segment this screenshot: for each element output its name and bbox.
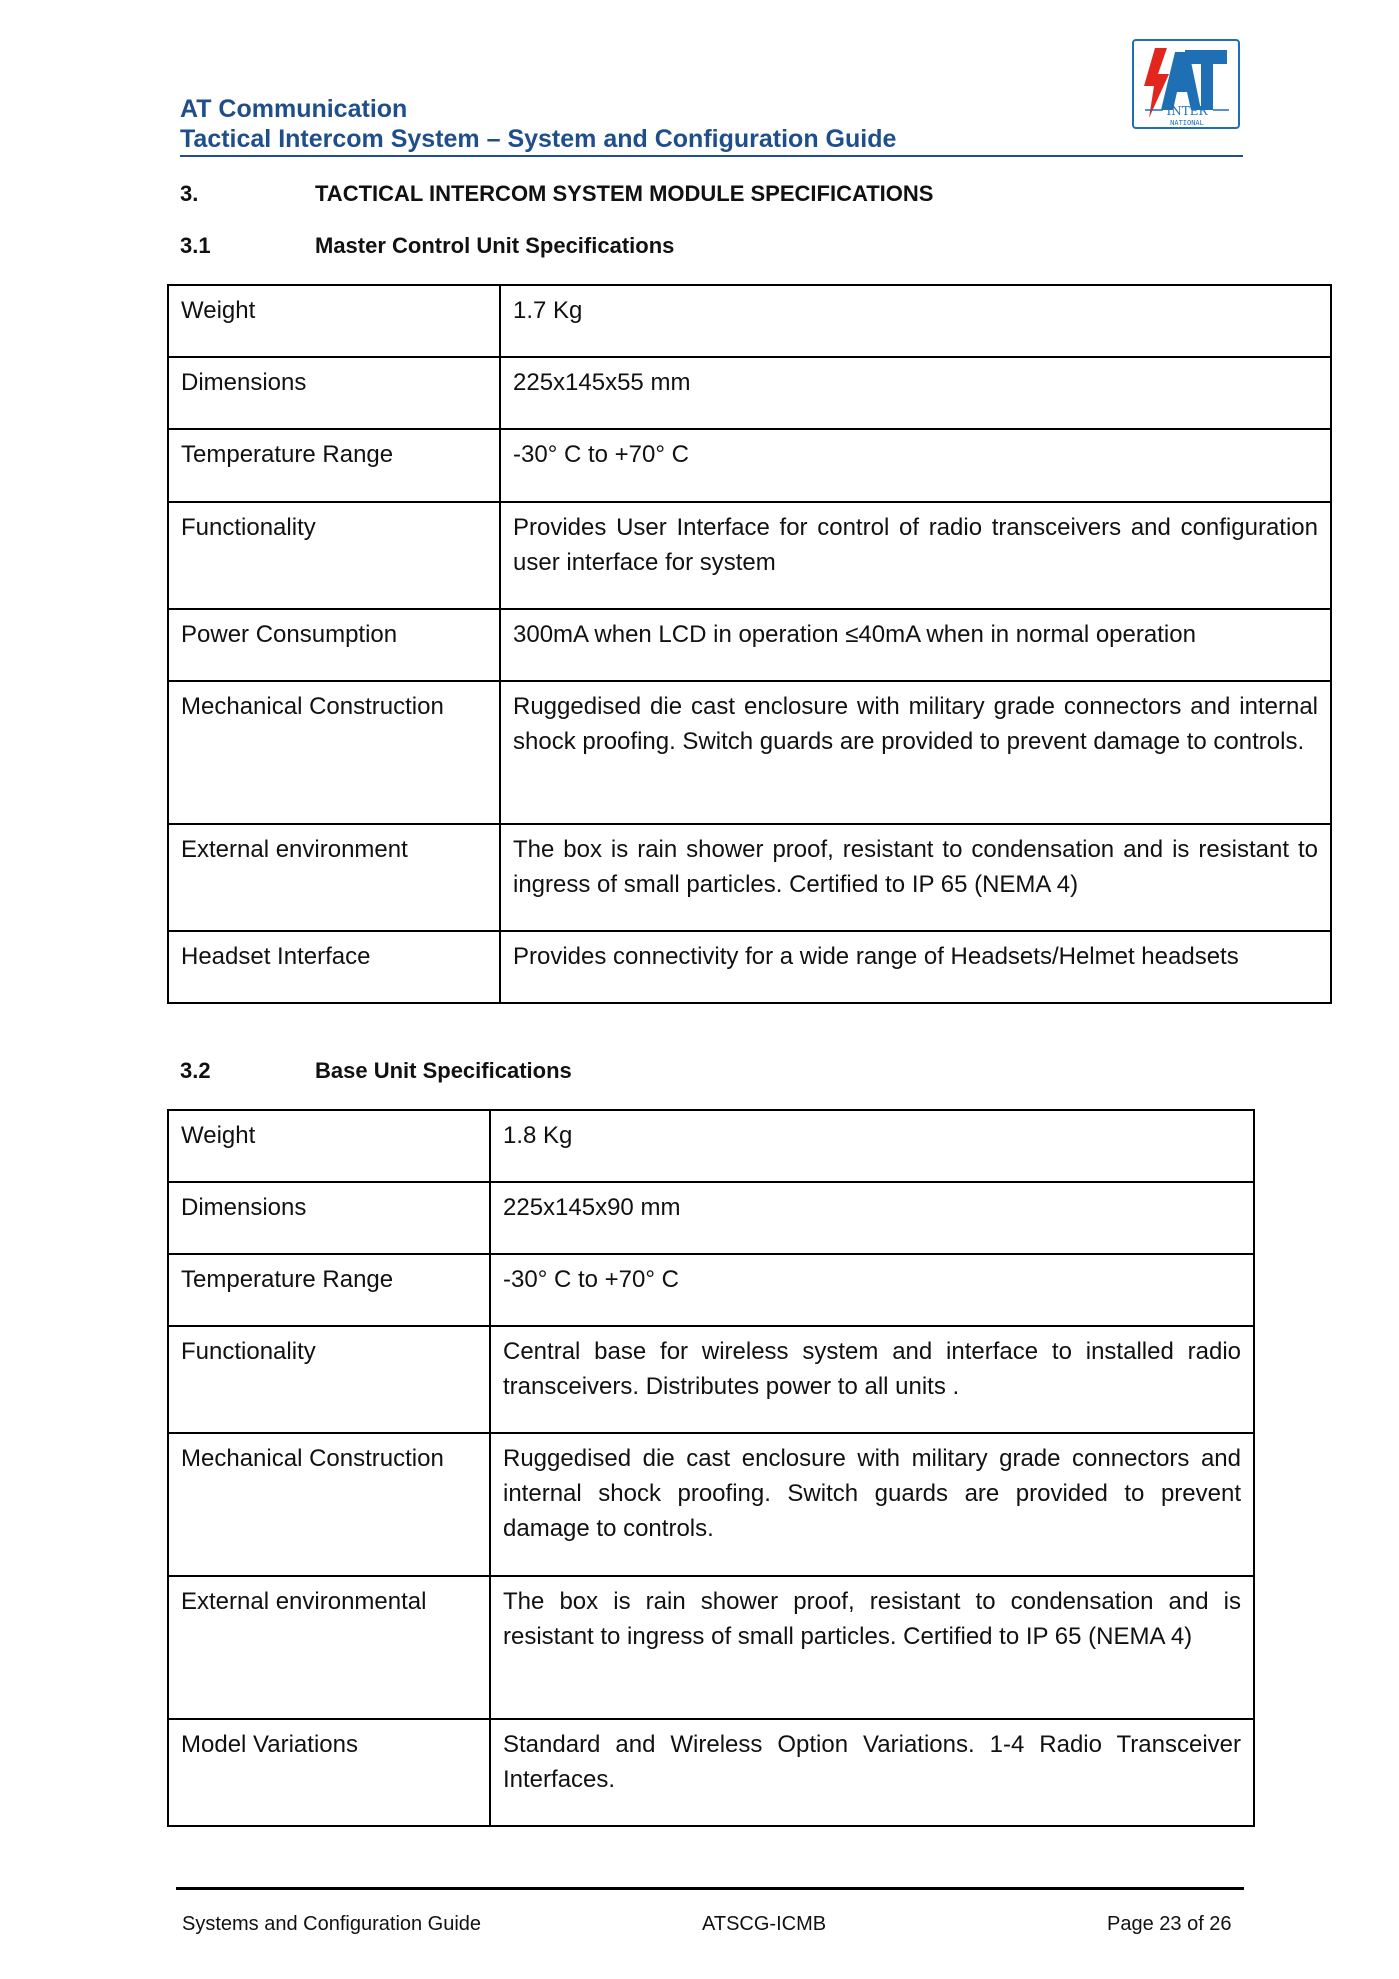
master-control-unit-spec-table [167,284,1332,1004]
section-3-1-number: 3.1 [180,233,211,258]
table-row [168,931,1331,1003]
table-row [168,824,1331,931]
spec-value: -30° C to +70° C [490,1254,1254,1326]
footer-document-code: ATSCG-ICMB [702,1913,827,1935]
table-row [168,1576,1254,1719]
spec-label: Dimensions [168,357,500,429]
spec-label: Power Consumption [168,609,500,681]
table-row [168,1326,1254,1433]
table-row [168,1110,1254,1182]
spec-value: Provides connectivity for a wide range of Headsets/Helmet headsets [500,931,1331,1003]
footer-rule [176,1887,1244,1890]
header-company: AT Communication [180,95,408,123]
section-3-heading [0,181,1399,207]
spec-label: Temperature Range [168,429,500,502]
footer-document-name: Systems and Configuration Guide [182,1913,482,1935]
spec-value: 225x145x90 mm [490,1182,1254,1254]
logo-subtext: NATIONAL [1170,119,1204,127]
spec-value: 225x145x55 mm [500,357,1331,429]
table-row [168,681,1331,824]
spec-label: Weight [168,1110,490,1182]
section-3-2-heading [0,1058,1399,1084]
header-title: Tactical Intercom System – System and Configuration Guide [180,125,897,153]
spec-value: The box is rain shower proof, resistant to condensation and is resistant to ingress of small particles. Certified to IP 65 (NEMA 4) [490,1576,1254,1719]
spec-label: Headset Interface [168,931,500,1003]
spec-value: Provides User Interface for control of radio transceivers and configuration user interface for system [500,502,1331,609]
section-3-2-title: Base Unit Specifications [315,1058,572,1083]
table-row [168,609,1331,681]
table-row [168,1719,1254,1826]
header-rule [180,155,1243,157]
spec-value: Ruggedised die cast enclosure with military grade connectors and internal shock proofing. Switch guards are provided to prevent damage to controls. [490,1433,1254,1576]
spec-label: External environmental [168,1576,490,1719]
spec-label: Mechanical Construction [168,681,500,824]
spec-label: Functionality [168,502,500,609]
spec-label: Mechanical Construction [168,1433,490,1576]
spec-label: External environment [168,824,500,931]
table-row [168,1433,1254,1576]
base-unit-spec-table [167,1109,1255,1827]
spec-label: Weight [168,285,500,357]
spec-value: -30° C to +70° C [500,429,1331,502]
logo-text: INTER [1166,104,1208,118]
table-row [168,502,1331,609]
spec-label: Model Variations [168,1719,490,1826]
spec-value: 300mA when LCD in operation ≤40mA when in normal operation [500,609,1331,681]
spec-label: Functionality [168,1326,490,1433]
spec-label: Temperature Range [168,1254,490,1326]
spec-value: The box is rain shower proof, resistant to condensation and is resistant to ingress of small particles. Certified to IP 65 (NEMA 4) [500,824,1331,931]
section-3-1-heading [0,233,1399,259]
section-3-1-title: Master Control Unit Specifications [315,233,675,258]
spec-value: Ruggedised die cast enclosure with military grade connectors and internal shock proofing. Switch guards are provided to prevent damage to controls. [500,681,1331,824]
spec-value: 1.7 Kg [500,285,1331,357]
spec-value: 1.8 Kg [490,1110,1254,1182]
spec-value: Standard and Wireless Option Variations. 1-4 Radio Transceiver Interfaces. [490,1719,1254,1826]
table-row [168,285,1331,357]
section-3-title: TACTICAL INTERCOM SYSTEM MODULE SPECIFICATIONS [315,181,934,206]
table-row [168,1182,1254,1254]
section-3-2-number: 3.2 [180,1058,211,1083]
footer-page-number: Page 23 of 26 [1107,1913,1232,1935]
section-3-number: 3. [180,181,199,206]
table-row [168,429,1331,502]
table-row [168,1254,1254,1326]
at-international-logo [1131,38,1241,132]
spec-value: Central base for wireless system and interface to installed radio transceivers. Distributes power to all units . [490,1326,1254,1433]
table-row [168,357,1331,429]
spec-label: Dimensions [168,1182,490,1254]
